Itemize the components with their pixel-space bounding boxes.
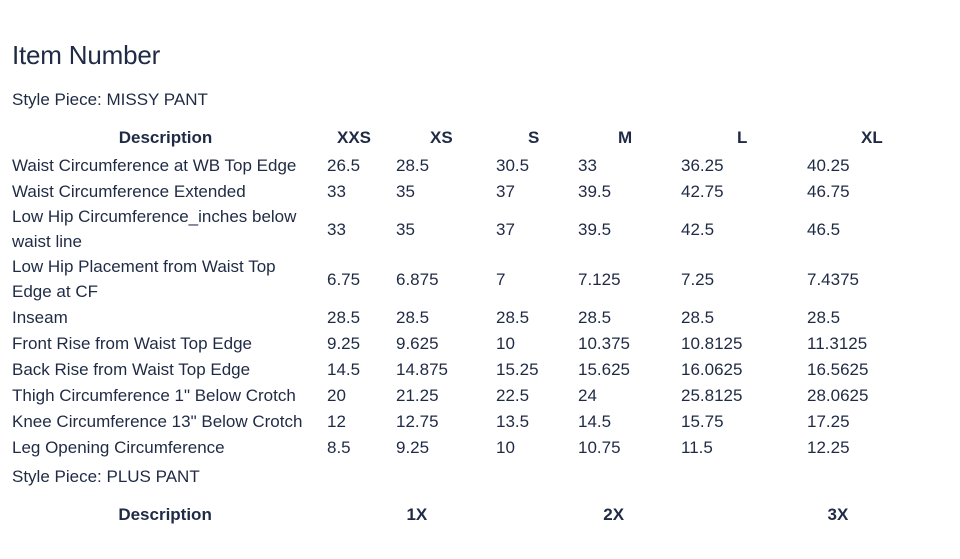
measurement-value: 28.5 [578, 307, 612, 327]
measurement-value: 28.5 [496, 307, 530, 327]
measurement-value: 12.75 [396, 411, 439, 431]
measurement-description: Back Rise from Waist Top Edge [12, 359, 251, 379]
measurement-value: 17.25 [807, 411, 850, 431]
measurement-value: 16.5625 [807, 359, 869, 379]
measurement-value: 24 [578, 385, 597, 405]
measurement-value: 33 [327, 181, 346, 201]
measurement-value: 7.25 [681, 269, 715, 289]
measurement-value: 16.0625 [681, 359, 743, 379]
measurement-value: 39.5 [578, 181, 612, 201]
table-row [8, 152, 943, 178]
measurement-value: 6.75 [327, 269, 361, 289]
measurement-value: 40.25 [807, 155, 850, 175]
measurement-description: Low Hip Circumference_inches below waist line [12, 207, 297, 251]
column-header-xs: XS [430, 128, 453, 147]
measurement-value: 35 [396, 181, 415, 201]
measurement-value: 7.125 [578, 269, 621, 289]
style-piece-plus: Style Piece: PLUS PANT [12, 467, 200, 486]
measurement-description: Knee Circumference 13" Below Crotch [12, 411, 303, 431]
table-row [8, 434, 943, 460]
measurement-value: 20 [327, 385, 346, 405]
measurement-value: 46.75 [807, 181, 850, 201]
measurement-value: 12 [327, 411, 346, 431]
column-header-l: L [737, 128, 748, 147]
table-header-row [8, 124, 943, 152]
plus-size-table [8, 501, 960, 529]
measurement-description: Waist Circumference at WB Top Edge [12, 155, 297, 175]
measurement-value: 8.5 [327, 437, 351, 457]
table-row [8, 178, 943, 204]
table-row [8, 330, 943, 356]
measurement-value: 22.5 [496, 385, 530, 405]
column-header-xxs: XXS [337, 128, 372, 147]
missy-size-table [8, 124, 943, 460]
measurement-value: 28.5 [807, 307, 841, 327]
table-row [8, 382, 943, 408]
measurement-value: 6.875 [396, 269, 439, 289]
measurement-value: 26.5 [327, 155, 361, 175]
table-row [8, 408, 943, 434]
measurement-value: 10.75 [578, 437, 621, 457]
column-header-description: Description [118, 505, 212, 524]
page-title: Item Number [12, 40, 161, 70]
measurement-value: 10 [496, 333, 515, 353]
measurement-value: 42.5 [681, 219, 715, 239]
measurement-value: 11.5 [681, 437, 713, 457]
measurement-value: 37 [496, 181, 515, 201]
measurement-value: 15.75 [681, 411, 724, 431]
measurement-value: 28.5 [327, 307, 361, 327]
measurement-value: 15.625 [578, 359, 630, 379]
measurement-value: 14.5 [327, 359, 361, 379]
measurement-value: 7.4375 [807, 269, 859, 289]
measurement-value: 10.375 [578, 333, 630, 353]
measurement-value: 10.8125 [681, 333, 743, 353]
measurement-description: Waist Circumference Extended [12, 181, 246, 201]
measurement-value: 14.5 [578, 411, 612, 431]
measurement-value: 9.25 [327, 333, 361, 353]
column-header-m: M [618, 128, 633, 147]
measurement-value: 12.25 [807, 437, 850, 457]
measurement-value: 42.75 [681, 181, 724, 201]
measurement-value: 14.875 [396, 359, 448, 379]
measurement-value: 13.5 [496, 411, 530, 431]
measurement-description: Front Rise from Waist Top Edge [12, 333, 252, 353]
measurement-value: 46.5 [807, 219, 841, 239]
measurement-value: 7 [496, 269, 506, 289]
measurement-value: 25.8125 [681, 385, 743, 405]
table-row [8, 356, 943, 382]
measurement-value: 28.5 [396, 155, 430, 175]
table-row [8, 204, 943, 254]
column-header-1x: 1X [406, 505, 428, 524]
column-header-s: S [528, 128, 540, 147]
measurement-value: 33 [327, 219, 346, 239]
measurement-description: Low Hip Placement from Waist Top Edge at CF [12, 257, 276, 301]
measurement-value: 11.3125 [807, 333, 868, 353]
measurement-value: 9.625 [396, 333, 439, 353]
table-row [8, 254, 943, 304]
column-header-xl: XL [861, 128, 883, 147]
missy-table-body [8, 152, 943, 460]
style-piece-missy: Style Piece: MISSY PANT [12, 90, 208, 109]
column-header-description: Description [118, 128, 213, 147]
measurement-value: 36.25 [681, 155, 724, 175]
measurement-value: 35 [396, 219, 415, 239]
measurement-value: 28.5 [681, 307, 715, 327]
measurement-value: 37 [496, 219, 515, 239]
table-row [8, 304, 943, 330]
measurement-value: 28.0625 [807, 385, 869, 405]
measurement-value: 9.25 [396, 437, 430, 457]
measurement-value: 21.25 [396, 385, 439, 405]
measurement-description: Inseam [12, 307, 68, 327]
column-header-3x: 3X [827, 505, 849, 524]
measurement-value: 28.5 [396, 307, 430, 327]
measurement-description: Thigh Circumference 1" Below Crotch [12, 385, 296, 405]
column-header-2x: 2X [603, 505, 625, 524]
measurement-value: 30.5 [496, 155, 530, 175]
measurement-value: 10 [496, 437, 515, 457]
measurement-description: Leg Opening Circumference [12, 437, 225, 457]
measurement-value: 39.5 [578, 219, 612, 239]
measurement-value: 15.25 [496, 359, 539, 379]
table-header-row [8, 501, 960, 529]
measurement-value: 33 [578, 155, 597, 175]
